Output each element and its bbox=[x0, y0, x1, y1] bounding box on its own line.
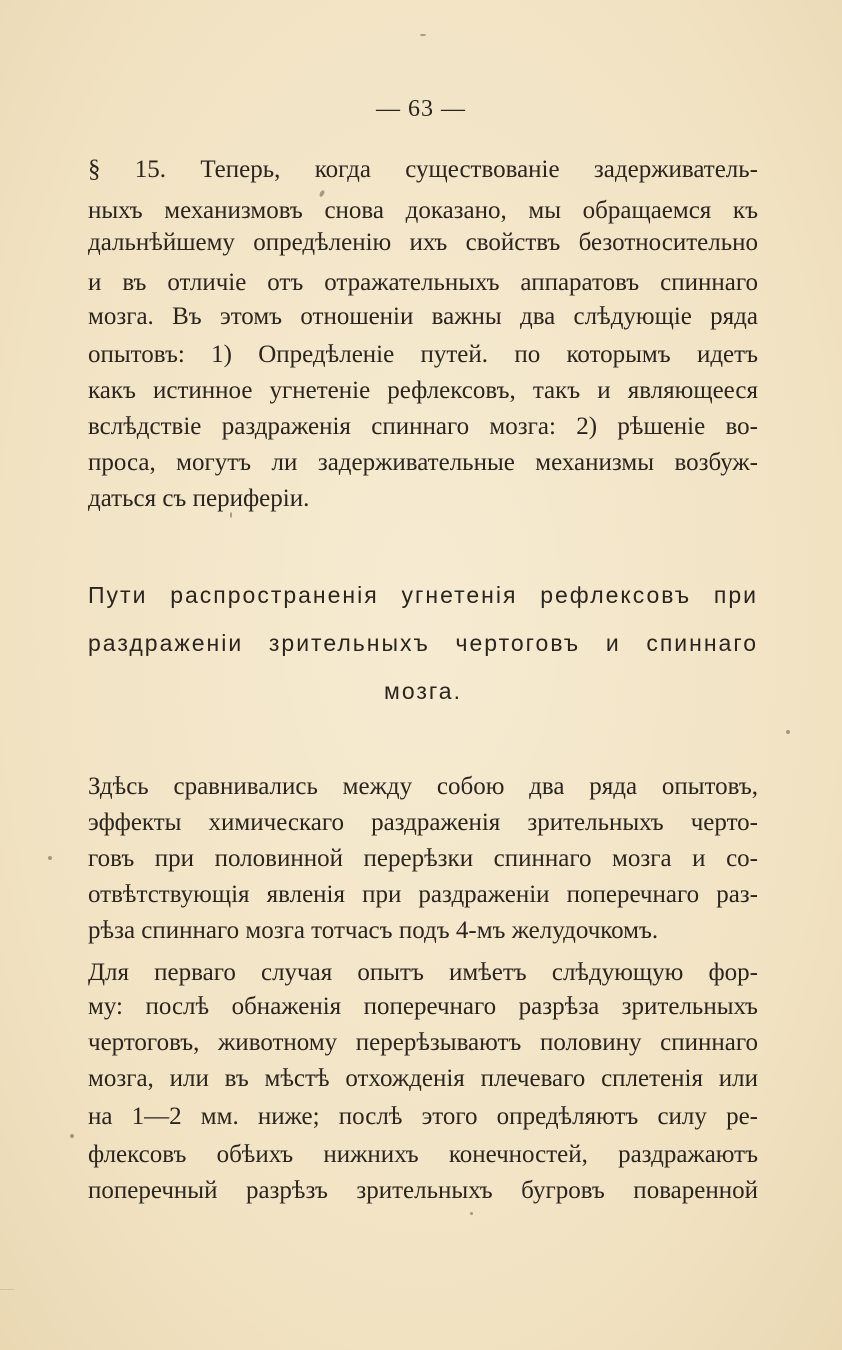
text-line: на 1—2 мм. ниже; послѣ этого опредѣляютъ силу ре- bbox=[88, 1103, 758, 1130]
section-heading-line: мозга. bbox=[384, 678, 462, 704]
text-line: Здѣсь сравнивались между собою два ряда опытовъ, bbox=[88, 773, 758, 800]
text-line: говъ при половинной перерѣзки спиннаго мозга и со- bbox=[88, 845, 758, 872]
section-heading-line: Пути распространенія угнетенія рефлексовъ при bbox=[88, 582, 758, 608]
text-line: какъ истинное угнетеніе рефлексовъ, такъ и являющееся bbox=[88, 377, 758, 404]
text-line: мозга, или въ мѣстѣ отхожденія плечеваго сплетенія или bbox=[88, 1065, 758, 1092]
text-line: даться съ периферіи. bbox=[88, 485, 310, 512]
text-line: поперечный разрѣзъ зрительныхъ бугровъ поваренной bbox=[88, 1177, 758, 1204]
text-line: отвѣтствующія явленія при раздраженіи поперечнаго раз- bbox=[88, 881, 758, 908]
text-line: Для перваго случая опытъ имѣетъ слѣдующую фор- bbox=[88, 959, 758, 986]
text-line: и въ отличіе отъ отражательныхъ аппаратовъ спиннаго bbox=[88, 269, 758, 296]
page-edge-mark bbox=[0, 1289, 14, 1350]
paper-speck bbox=[48, 856, 52, 860]
text-line: проса, могутъ ли задерживательные механизмы возбуж- bbox=[88, 449, 758, 476]
text-line: § 15. Теперь, когда существованіе задерживатель- bbox=[88, 156, 758, 183]
text-line: чертоговъ, животному перерѣзываютъ половину спиннаго bbox=[88, 1029, 758, 1056]
paper-speck bbox=[70, 1134, 74, 1138]
paper-speck bbox=[420, 34, 426, 36]
text-line: эффекты химическаго раздраженія зрительныхъ черто- bbox=[88, 809, 758, 836]
text-line: рѣза спиннаго мозга тотчасъ подъ 4-мъ желудочкомъ. bbox=[88, 917, 659, 944]
text-line: опытовъ: 1) Опредѣленіе путей. по которымъ идетъ bbox=[88, 341, 758, 368]
text-line: ныхъ механизмовъ снова доказано, мы обращаемся къ bbox=[88, 197, 758, 224]
page-number: — 63 — bbox=[376, 96, 466, 122]
section-heading-line: раздраженіи зрительныхъ чертоговъ и спиннаго bbox=[88, 630, 758, 656]
text-line: вслѣдствіе раздраженія спиннаго мозга: 2) рѣшеніе во- bbox=[88, 413, 758, 440]
text-line: дальнѣйшему опредѣленію ихъ свойствъ безотносительно bbox=[88, 229, 758, 256]
paper-speck bbox=[470, 1212, 473, 1215]
text-line: флексовъ обѣихъ нижнихъ конечностей, раздражаютъ bbox=[88, 1141, 758, 1168]
text-line: мозга. Въ этомъ отношеніи важны два слѣдующіе ряда bbox=[88, 303, 758, 330]
paper-speck bbox=[230, 512, 232, 518]
paper-speck bbox=[786, 730, 790, 734]
text-line: му: послѣ обнаженія поперечнаго разрѣза зрительныхъ bbox=[88, 993, 758, 1020]
